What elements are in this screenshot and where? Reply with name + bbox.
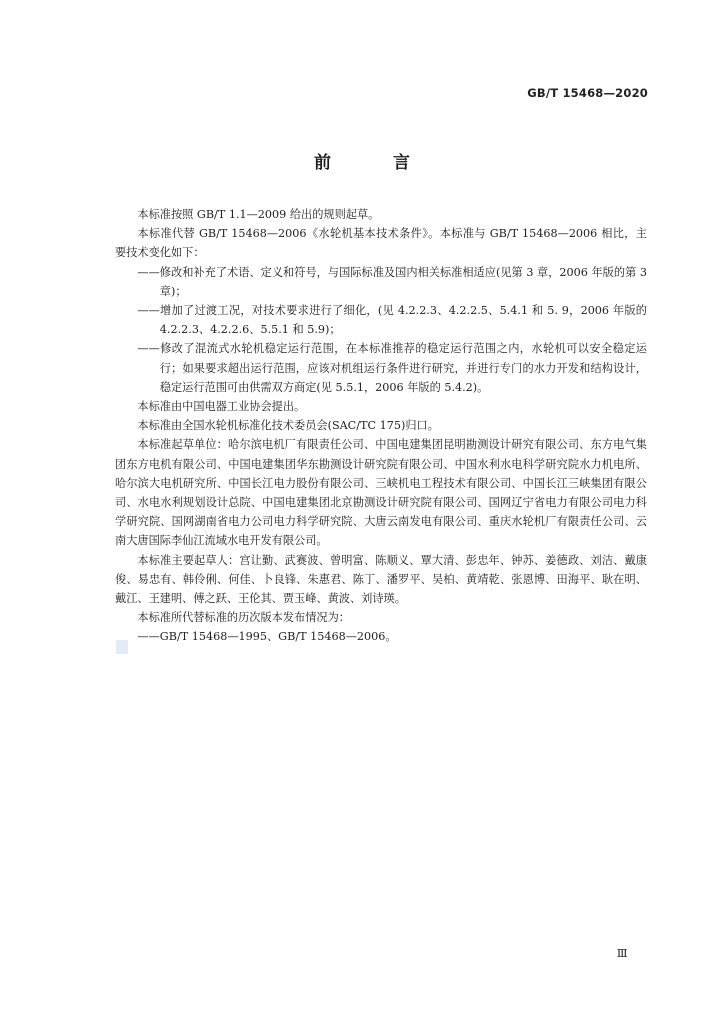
list-item-change-2 <box>115 301 647 339</box>
list-dash: —— <box>137 342 160 356</box>
list-item-text: 修改和补充了术语、定义和符号，与国际标准及国内相关标准相适应(见第 3 章，2006 年版的第 3 章)； <box>159 265 647 298</box>
paragraph-committee: 本标准由全国水轮机标准化技术委员会(SAC/TC 175)归口。 <box>137 419 439 433</box>
paragraph-proposer: 本标准由中国电器工业协会提出。 <box>137 400 306 414</box>
list-item-text: 修改了混流式水轮机稳定运行范围，在本标准推荐的稳定运行范围之内，水轮机可以安全稳定运行；如果要求超出运行范围，应该对机组运行条件进行研究，并进行专门的水力开发和结构设计，稳定运行范围可由供需双方商定(见 5.5.1，2006 年版的 5.4.2)。 <box>159 342 647 394</box>
standard-code: GB/T 15468—2020 <box>527 86 648 100</box>
page-number: Ⅲ <box>616 947 628 960</box>
paragraph-replacement-note: 本标准代替 GB/T 15468—2006《水轮机基本技术条件》。本标准与 GB/T 15468—2006 相比，主要技术变化如下： <box>115 227 647 260</box>
paragraph-history-intro: 本标准所代替标准的历次版本发布情况为： <box>137 611 350 625</box>
watermark-mark <box>116 640 128 654</box>
paragraph-drafting-units: 本标准起草单位：哈尔滨电机厂有限责任公司、中国电建集团昆明勘测设计研究有限公司、东方电气集团东方电机有限公司、中国电建集团华东勘测设计研究院有限公司、中国水利水电科学研究院水力机电所、哈尔滨大电机研究所、中国长江电力股份有限公司、三峡机电工程技术有限公司、中国长江三峡集团有限公司、水电水利规划设计总院、中国电建集团北京勘测设计研究院有限公司、国网辽宁省电力有限公司电力科学研究院、国网湖南省电力公司电力科学研究院、大唐云南发电有限公司、重庆水轮机厂有限责任公司、云南大唐国际李仙江流域水电开发有限公司。 <box>115 438 647 548</box>
paragraph-drafting-rules: 本标准按照 GB/T 1.1—2009 给出的规则起草。 <box>137 208 380 221</box>
list-item-text: 增加了过渡工况，对技术要求进行了细化，(见 4.2.2.3、4.2.2.5、5.4.1 和 5. 9，2006 年版的 4.2.2.3、4.2.2.6、5.5.1 和 5.9)； <box>159 304 647 337</box>
list-item-text: GB/T 15468—1995、GB/T 15468—2006。 <box>159 630 397 644</box>
list-item-change-3 <box>115 339 647 397</box>
list-item-history <box>115 627 647 646</box>
page-title: 前 言 <box>314 153 438 173</box>
paragraph-drafters: 本标准主要起草人：宫让勤、武赛波、曾明富、陈顺义、覃大清、彭忠年、钟苏、姜德政、刘洁、戴康俊、易忠有、韩伶俐、何佳、卜良锋、朱惠君、陈丁、潘罗平、吴柏、黄靖乾、张恩博、田海平、耿在明、戴江、王建明、傅之跃、王伦其、贾玉峰、黄波、刘诗瑛。 <box>115 553 647 606</box>
list-dash: —— <box>137 265 160 279</box>
foreword-body <box>115 205 647 647</box>
list-dash: —— <box>137 304 160 318</box>
list-item-change-1 <box>115 263 647 301</box>
list-dash: —— <box>137 630 160 644</box>
